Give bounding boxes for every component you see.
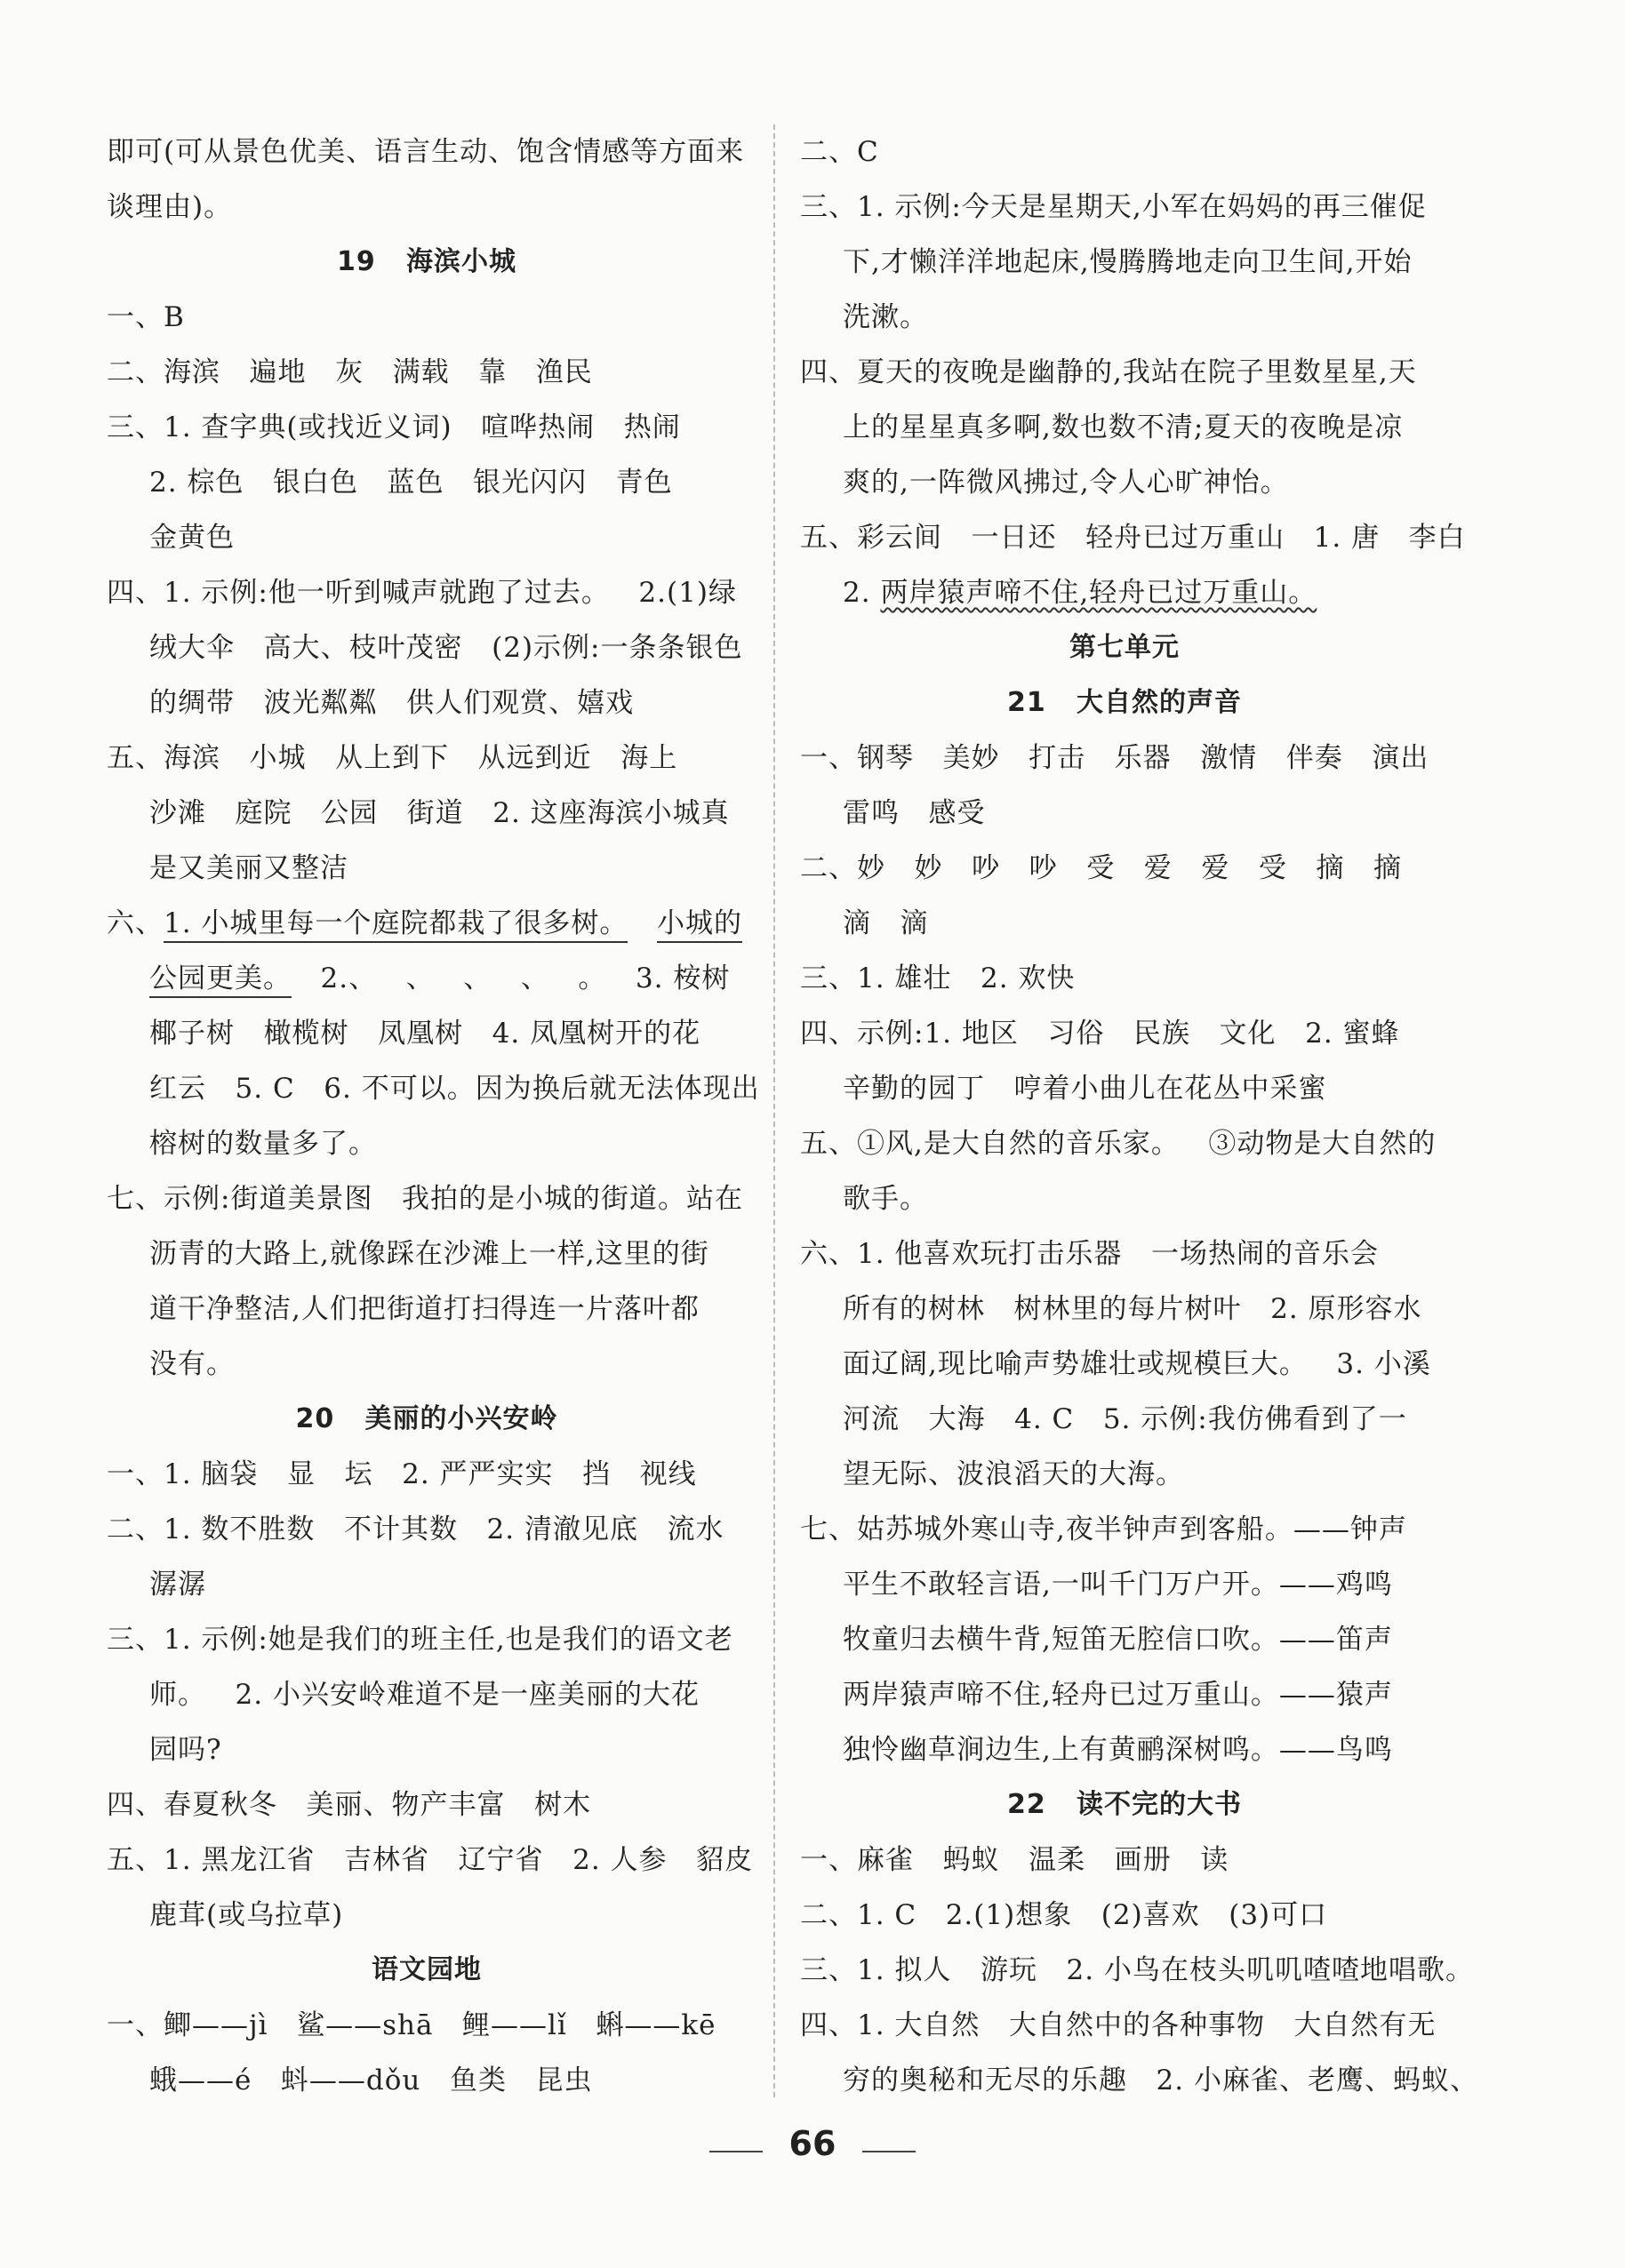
answer-line [107,180,747,235]
answer-line [800,1667,1449,1722]
line-text: 三、1. 查字典(或找近义词) 喧哗热闹 热闹 [107,411,681,443]
line-text: 五、1. 黑龙江省 吉林省 辽宁省 2. 人参 貂皮 [107,1844,754,1876]
answer-line [107,731,747,786]
line-text: 二、妙 妙 吵 吵 受 爱 爱 受 摘 摘 [800,852,1403,884]
line-text: 一、B [107,301,185,333]
answer-line [800,951,1449,1006]
answer-line [800,1226,1449,1282]
answer-line [800,124,1449,180]
line-text: 道干净整洁,人们把街道打扫得连一片落叶都 [149,1293,700,1325]
answer-line [800,896,1449,951]
wavy-underlined-text: 两岸猿声啼不住,轻舟已过万重山。 [880,577,1317,609]
answer-line [800,1722,1449,1777]
line-text-rest: 2.、 、 、 、 。 3. 桉树 [292,962,731,994]
underlined-text: 小城的 [657,907,742,943]
line-text: 牧童归去横牛背,短笛无腔信口吹。——笛声 [843,1624,1393,1656]
answer-line [800,510,1466,565]
line-text: 三、1. 雄壮 2. 欢快 [800,962,1076,994]
line-text: 第七单元 [1069,632,1180,663]
answer-line [800,1171,1449,1226]
answer-line [107,675,747,731]
line-text: 望无际、波浪滔天的大海。 [843,1458,1184,1490]
line-text: 二、C [800,136,879,168]
line-text: 七、示例:街道美景图 我拍的是小城的街道。站在 [107,1183,744,1215]
answer-line [107,1116,747,1171]
line-text: 平生不敢轻言语,一叫千门万户开。——鸡鸣 [843,1569,1393,1601]
line-text-rest [628,907,657,939]
line-text: 三、1. 示例:今天是星期天,小军在妈妈的再三催促 [800,191,1427,223]
line-text: 三、1. 示例:她是我们的班主任,也是我们的语文老 [107,1624,733,1656]
right-column [800,124,1478,2108]
answer-line [107,1061,760,1116]
line-text: 四、1. 大自然 大自然中的各种事物 大自然有无 [800,2009,1437,2041]
line-text: 谈理由)。 [107,191,233,223]
line-text: 上的星星真多啊,数也数不清;夏天的夜晚是凉 [843,411,1404,443]
answer-line [800,180,1449,235]
answer-line [800,1116,1449,1171]
line-text: 面辽阔,现比喻声势雄壮或规模巨大。 3. 小溪 [843,1348,1431,1380]
answer-line [107,1226,747,1282]
line-text: 五、海滨 小城 从上到下 从远到近 海上 [107,742,678,774]
line-text: 二、1. C 2.(1)想象 (2)喜欢 (3)可口 [800,1899,1328,1931]
line-text: 三、1. 拟人 游玩 2. 小鸟在枝头叽叽喳喳地唱歌。 [800,1954,1474,1986]
line-text: 即可(可从景色优美、语言生动、饱含情感等方面来 [107,136,745,168]
answer-line [800,1612,1449,1667]
answer-line [107,1833,754,1888]
answer-line [107,1612,747,1667]
line-text: 歌手。 [843,1183,928,1215]
line-text: 22 读不完的大书 [1006,1789,1243,1820]
answer-line [107,1667,747,1722]
answer-line [107,1447,747,1502]
line-text: 2. 棕色 银白色 蓝色 银光闪闪 青色 [149,467,673,499]
answer-line [800,841,1449,896]
line-text: 五、彩云间 一日还 轻舟已过万重山 1. 唐 李白 [800,522,1466,554]
page-footer [0,2124,1625,2163]
line-text: 雷鸣 感受 [843,797,986,829]
line-text: 穷的奥秘和无尽的乐趣 2. 小麻雀、老鹰、蚂蚁、 [843,2064,1478,2096]
answer-line [107,896,747,951]
line-text: 所有的树林 树林里的每片树叶 2. 原形容水 [843,1293,1422,1325]
line-text: 师。 2. 小兴安岭难道不是一座美丽的大花 [149,1679,700,1711]
left-column [107,124,760,2108]
footer-dash-left [709,2151,763,2152]
line-text: 七、姑苏城外寒山寺,夜半钟声到客船。——钟声 [800,1513,1407,1545]
page-number: 66 [788,2124,837,2163]
line-text: 金黄色 [149,522,235,554]
line-text: 鹿茸(或乌拉草) [149,1899,344,1931]
line-text: 榕树的数量多了。 [149,1128,377,1160]
line-text: 四、1. 示例:他一听到喊声就跑了过去。 2.(1)绿 [107,577,737,609]
answer-line [107,565,747,620]
line-text: 下,才懒洋洋地起床,慢腾腾地走向卫生间,开始 [843,246,1413,278]
column-divider [773,124,775,2097]
section-heading [107,235,747,290]
answer-line [800,1833,1449,1888]
line-text: 辛勤的园丁 哼着小曲儿在花丛中采蜜 [843,1073,1327,1105]
section-heading [107,1943,747,1998]
answer-line [107,786,747,841]
section-heading [800,1777,1449,1833]
answer-line [800,1061,1449,1116]
line-text: 一、麻雀 蚂蚁 温柔 画册 读 [800,1844,1229,1876]
underlined-text: 公园更美。 [149,962,292,998]
line-text: 独怜幽草涧边生,上有黄鹂深树鸣。——鸟鸣 [843,1734,1393,1766]
answer-line [800,1557,1449,1612]
answer-line [107,951,747,1006]
line-text: 四、夏天的夜晚是幽静的,我站在院子里数星星,天 [800,356,1417,388]
line-text: 绒大伞 高大、枝叶茂密 (2)示例:一条条银色 [149,632,743,664]
line-text: 爽的,一阵微风拂过,令人心旷神怡。 [843,467,1289,499]
answer-line [107,1171,747,1226]
answer-line [800,455,1449,510]
answer-line [800,1006,1449,1061]
line-text: 潺潺 [149,1569,206,1601]
section-heading [800,675,1449,731]
answer-line [800,1998,1449,2053]
line-text: 椰子树 橄榄树 凤凰树 4. 凤凰树开的花 [149,1018,701,1050]
answer-line [800,786,1449,841]
line-text: 语文园地 [372,1954,482,1985]
answer-line [107,455,747,510]
answer-line [800,1337,1449,1392]
line-text: 二、海滨 遍地 灰 满载 靠 渔民 [107,356,593,388]
answer-line [107,1888,747,1943]
answer-line [107,1557,747,1612]
line-text: 一、1. 脑袋 显 坛 2. 严严实实 挡 视线 [107,1458,697,1490]
section-heading [800,620,1449,675]
line-text: 20 美丽的小兴安岭 [295,1403,558,1434]
line-text: 六、 [107,907,164,939]
answer-line [800,1943,1474,1998]
line-text: 沥青的大路上,就像踩在沙滩上一样,这里的街 [149,1238,709,1270]
line-text: 四、春夏秋冬 美丽、物产丰富 树木 [107,1789,592,1821]
line-text: 没有。 [149,1348,235,1380]
section-heading [107,1392,747,1447]
line-text: 19 海滨小城 [336,246,517,277]
answer-line [800,290,1449,345]
answer-line [107,841,747,896]
answer-line [107,1502,747,1557]
answer-line [107,400,747,455]
answer-line [107,1006,747,1061]
answer-line [107,1337,747,1392]
line-text: 五、①风,是大自然的音乐家。 ③动物是大自然的 [800,1128,1437,1160]
answer-line [107,345,747,400]
answer-line [800,1888,1449,1943]
answer-line [800,400,1449,455]
answer-line [107,1722,747,1777]
line-text: 的绸带 波光粼粼 供人们观赏、嬉戏 [149,687,635,719]
line-text: 红云 5. C 6. 不可以。因为换后就无法体现出 [149,1073,760,1105]
answer-line [800,731,1449,786]
answer-line [800,1502,1449,1557]
answer-line [107,1777,747,1833]
line-text: 是又美丽又整洁 [149,852,348,884]
line-text: 园吗? [149,1734,222,1766]
line-text: 洗漱。 [843,301,928,333]
answer-line [800,235,1449,290]
answer-line [800,1447,1449,1502]
line-text: 2. [843,577,881,609]
answer-line [107,1282,747,1337]
line-text: 21 大自然的声音 [1006,687,1243,718]
answer-line [107,510,747,565]
answer-line [107,620,747,675]
answer-line [800,1392,1449,1447]
answer-line [800,345,1449,400]
answer-line [107,124,747,180]
answer-line [107,1998,747,2053]
answer-line [800,565,1449,620]
answer-line [800,1282,1449,1337]
answer-line [107,290,747,345]
line-text: 两岸猿声啼不住,轻舟已过万重山。——猿声 [843,1679,1393,1711]
answer-line [800,2053,1478,2108]
answer-line [107,2053,747,2108]
line-text: 沙滩 庭院 公园 街道 2. 这座海滨小城真 [149,797,730,829]
line-text: 一、钢琴 美妙 打击 乐器 激情 伴奏 演出 [800,742,1429,774]
line-text: 四、示例:1. 地区 习俗 民族 文化 2. 蜜蜂 [800,1018,1400,1050]
line-text: 滴 滴 [843,907,929,939]
line-text: 六、1. 他喜欢玩打击乐器 一场热闹的音乐会 [800,1238,1379,1270]
line-text: 一、鲫——jì 鲨——shā 鲤——lǐ 蝌——kē [107,2009,716,2041]
line-text: 蛾——é 蚪——dǒu 鱼类 昆虫 [149,2064,593,2096]
line-text: 二、1. 数不胜数 不计其数 2. 清澈见底 流水 [107,1513,724,1545]
line-text: 河流 大海 4. C 5. 示例:我仿佛看到了一 [843,1403,1407,1435]
footer-dash-right [862,2151,916,2152]
underlined-text: 1. 小城里每一个庭院都栽了很多树。 [164,907,628,943]
